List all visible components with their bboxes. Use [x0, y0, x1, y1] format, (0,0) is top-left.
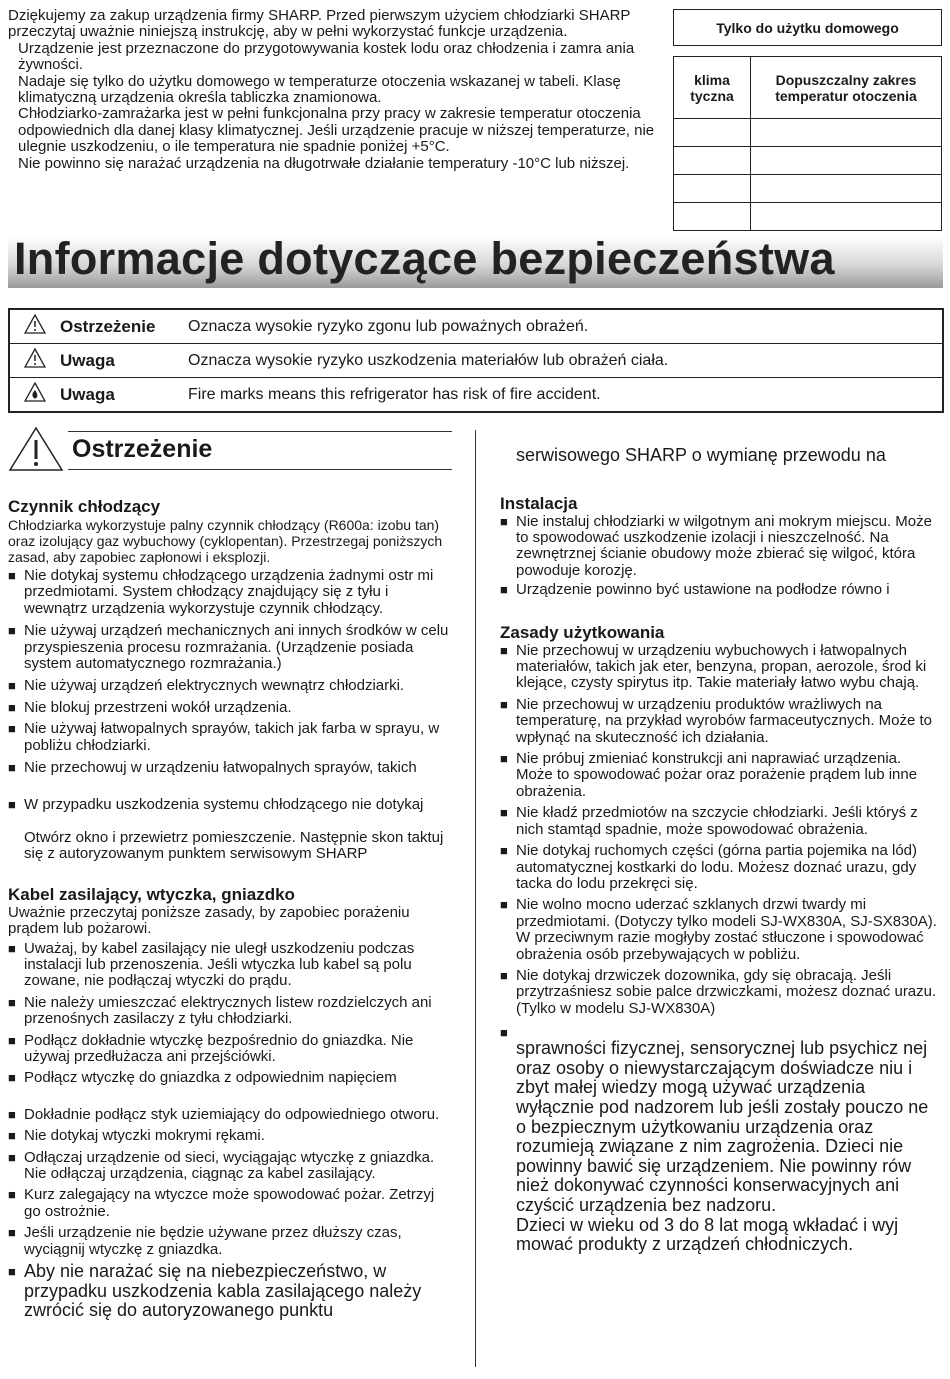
page-title: Informacje dotyczące bezpieczeństwa: [14, 233, 835, 284]
warning-triangle-icon: [8, 426, 64, 472]
list-item: ■ Jeśli urządzenie nie będzie używane przez dłuższy czas, wyciągnij wtyczkę z gniazdka.: [8, 1225, 453, 1258]
list-item-continuation: sprawności fizycznej, sensorycznej lub psychicz nej oraz osoby o niewystarczającym doświadcze niu i zbyt małej wiedzy mogą używać urządzenia wyłącznie pod nadzorem lub jeśli zostały pouczo ne o bezpiecznym użytkowaniu urządzenia oraz rozumieją związane z nim zagrożenia. Dzieci nie powinny bawić się urządzeniem. Nie powinny rów nież dokonywać czynności konserwacyjnych ani czyścić urządzenia bez nadzoru.: [516, 1038, 929, 1215]
warning-heading: [8, 426, 452, 472]
list-item: ■ Nie wolno mocno uderzać szklanych drzwi twardy mi przedmiotami. (Dotyczy tylko modeli SJ-WX830A, SJ-SX830A). W przeciwnym razie mogłyby zostać stłuczone i spowodować obrażenia osób przebywających w pobliżu.: [500, 897, 942, 963]
section-intro: Uważnie przeczytaj poniższe zasady, by zapobiec porażeniu prądem lub pożarowi.: [8, 903, 410, 938]
list-item: ■ Nie dotykaj wtyczki mokrymi rękami.: [8, 1128, 453, 1144]
list-item: ■ Urządzenie powinno być ustawione na podłodze równo i: [500, 582, 942, 598]
list-item: ■ Nie dotykaj ruchomych części (górna partia pojemika na lód) automatycznej kostkarki do lodu. Możesz doznać urazu, gdy tacka do lodu przekręci się.: [500, 843, 942, 892]
legend-row: [10, 378, 942, 411]
list-item: ■ Nie kładź przedmiotów na szczycie chłodziarki. Jeśli któryś z nich stamtąd spadnie, może spowodować obrażenia.: [500, 805, 942, 838]
list-item: ■ Nie należy umieszczać elektrycznych listew rozdzielczych ani przenośnych zasilaczy z tyłu chłodziarki.: [8, 995, 453, 1028]
list-item: ■ Nie instaluj chłodziarki w wilgotnym ani mokrym miejscu. Może to spowodować uszkodzenie izolacji i nieszczelność. Na zewnętrznej ścianie obudowy może zbierać się wilgoć, która powoduje korozję.: [500, 514, 942, 580]
intro-paragraph: Nadaje się tylko do użytku domowego w temperaturze otoczenia wskazanej w tabeli. Klasę klimatyczną urządzenia określa tabliczka znamionowa.: [18, 72, 621, 107]
table-row: [674, 119, 942, 147]
list-item: ■ Nie blokuj przestrzeni wokół urządzenia.: [8, 700, 453, 716]
section-heading: Instalacja: [500, 493, 578, 513]
list-item-continuation: Otwórz okno i przewietrz pomieszczenie. Następnie skon taktuj się z autoryzowanym punktem serwisowym SHARP: [24, 828, 444, 863]
legend-description: Oznacza wysokie ryzyko uszkodzenia materiałów lub obrażeń ciała.: [188, 351, 669, 369]
list-item-continuation: serwisowego SHARP o wymianę przewodu na: [516, 445, 886, 465]
intro-paragraph: Urządzenie jest przeznaczone do przygotowywania kostek lodu oraz chłodzenia i zamra ania żywności.: [18, 39, 635, 74]
table-row: [674, 147, 942, 175]
left-column: [8, 497, 453, 1321]
list-item: ■ Dokładnie podłącz styk uziemiający do odpowiedniego otworu.: [8, 1107, 453, 1123]
symbol-legend: [8, 308, 944, 413]
list-item: ■ Nie używaj urządzeń elektrycznych wewnątrz chłodziarki.: [8, 678, 453, 694]
column-divider: [475, 430, 476, 1367]
list-item: ■ Kurz zalegający na wtyczce może spowodować pożar. Zetrzyj go ostrożnie.: [8, 1187, 453, 1220]
table-row: [674, 203, 942, 231]
list-item: ■ Nie próbuj zmieniać konstrukcji ani naprawiać urządzenia. Może to spowodować pożar oraz porażenie prądem lub inne obrażenia.: [500, 751, 942, 800]
list-item: ■ Nie używaj łatwopalnych sprayów, takich jak farba w sprayu, w pobliżu chłodziarki.: [8, 721, 453, 754]
list-item: ■ Nie przechowuj w urządzeniu produktów wrażliwych na temperaturę, na przykład wyrobów farmaceutycznych. Może to wpłynąć na skuteczność ich działania.: [500, 697, 942, 746]
list-item: ■ Uważaj, by kabel zasilający nie uległ uszkodzeniu podczas instalacji lub przenoszenia. Jeśli wtyczka lub kabel są polu zowane, nie podłączaj wtyczki do prądu.: [8, 941, 453, 990]
list-item: ■ Nie dotykaj systemu chłodzącego urządzenia żadnymi ostr mi przedmiotami. System chłodzący znajdujący się z tyłu i wewnątrz urządzenia wykorzystuje czynnik chłodzący.: [8, 568, 453, 617]
column-header-temperature-range: Dopuszczalny zakres temperatur otoczenia: [751, 57, 942, 119]
list-item: [500, 1025, 942, 1039]
climate-class-table: [673, 9, 942, 231]
intro-paragraph: Chłodziarko-zamrażarka jest w pełni funkcjonalna przy pracy w zakresie temperatur otoczenia odpowiednich dla danej klasy klimatycznej. Jeśli urządzenie pracuje w niższej temperaturze, nie ulegnie uszkodzeniu, o ile temperatura nie spadnie poniżej +5°C.: [18, 105, 655, 156]
list-item: ■ Odłączaj urządzenie od sieci, wyciągając wtyczkę z gniazdka. Nie odłączaj urządzenia, ciągnąc za kabel zasilający.: [8, 1150, 453, 1183]
list-item: ■ Podłącz wtyczkę do gniazdka z odpowiednim napięciem: [8, 1070, 453, 1086]
legend-description: Oznacza wysokie ryzyko zgonu lub poważnych obrażeń.: [188, 317, 589, 335]
legend-description: Fire marks means this refrigerator has risk of fire accident.: [188, 385, 601, 403]
caution-triangle-icon: [10, 348, 60, 373]
list-item-continuation: Dzieci w wieku od 3 do 8 lat mogą wkładać i wyj mować produkty z urządzeń chłodniczych.: [516, 1214, 899, 1255]
section-heading: Czynnik chłodzący: [8, 497, 161, 516]
table-title: Tylko do użytku domowego: [674, 10, 942, 46]
list-item: ■ Nie używaj urządzeń mechanicznych ani innych środków w celu przyspieszenia procesu rozmrażania. (Urządzenie posiada system automatycznego rozmrażania.): [8, 623, 453, 672]
right-column: [500, 446, 942, 1255]
legend-row: [10, 310, 942, 344]
legend-term: Uwaga: [60, 384, 115, 404]
section-heading: Kabel zasilający, wtyczka, gniazdko: [8, 884, 295, 904]
intro-paragraph: Dziękujemy za zakup urządzenia firmy SHARP. Przed pierwszym użyciem chłodziarki SHARP przeczytaj uważnie niniejszą instrukcję, aby w pełni wykorzystać funkcje urządzenia.: [8, 7, 631, 41]
legend-row: [10, 344, 942, 378]
list-item: ■ Podłącz dokładnie wtyczkę bezpośrednio do gniazdka. Nie używaj przedłużacza ani przejściówki.: [8, 1033, 453, 1066]
legend-term: Uwaga: [60, 350, 115, 370]
table-row: [674, 175, 942, 203]
list-item: ■ Aby nie narażać się na niebezpieczeństwo, w przypadku uszkodzenia kabla zasilającego należy zwrócić się do autoryzowanego punktu: [8, 1262, 453, 1321]
section-heading: Zasady użytkowania: [500, 622, 665, 642]
intro-text: [8, 8, 658, 172]
section-heading: Ostrzeżenie: [72, 435, 213, 463]
list-item: ■ Nie dotykaj drzwiczek dozownika, gdy się obracają. Jeśli przytrzaśniesz sobie palce drzwiczkami, możesz doznać urazu. (Tylko w modelu SJ-WX830A): [500, 968, 942, 1017]
column-header-climate-class: klima tyczna: [674, 57, 751, 119]
warning-triangle-icon: [10, 314, 60, 339]
intro-paragraph: Nie powinno się narażać urządzenia na długotrwałe działanie temperatury -10°C lub niższej.: [18, 154, 630, 172]
section-intro: Chłodziarka wykorzystuje palny czynnik chłodzący (R600a: izobu tan) oraz izolujący gaz wybuchowy (cyklopentan). Przestrzegaj poniższych zasad, aby zapobiec zapłonowi i eksplozji.: [8, 517, 443, 565]
list-item: ■ Nie przechowuj w urządzeniu wybuchowych i łatwopalnych materiałów, takich jak eter, benzyna, propan, aerozole, środ ki klejące, czysty spirytus itp. Takie materiały łatwo wybu chają.: [500, 643, 942, 692]
fire-warning-icon: [10, 382, 60, 407]
legend-term: Ostrzeżenie: [60, 316, 156, 336]
list-item: ■ Nie przechowuj w urządzeniu łatwopalnych sprayów, takich: [8, 760, 453, 776]
list-item: ■ W przypadku uszkodzenia systemu chłodzącego nie dotykaj: [8, 797, 453, 813]
